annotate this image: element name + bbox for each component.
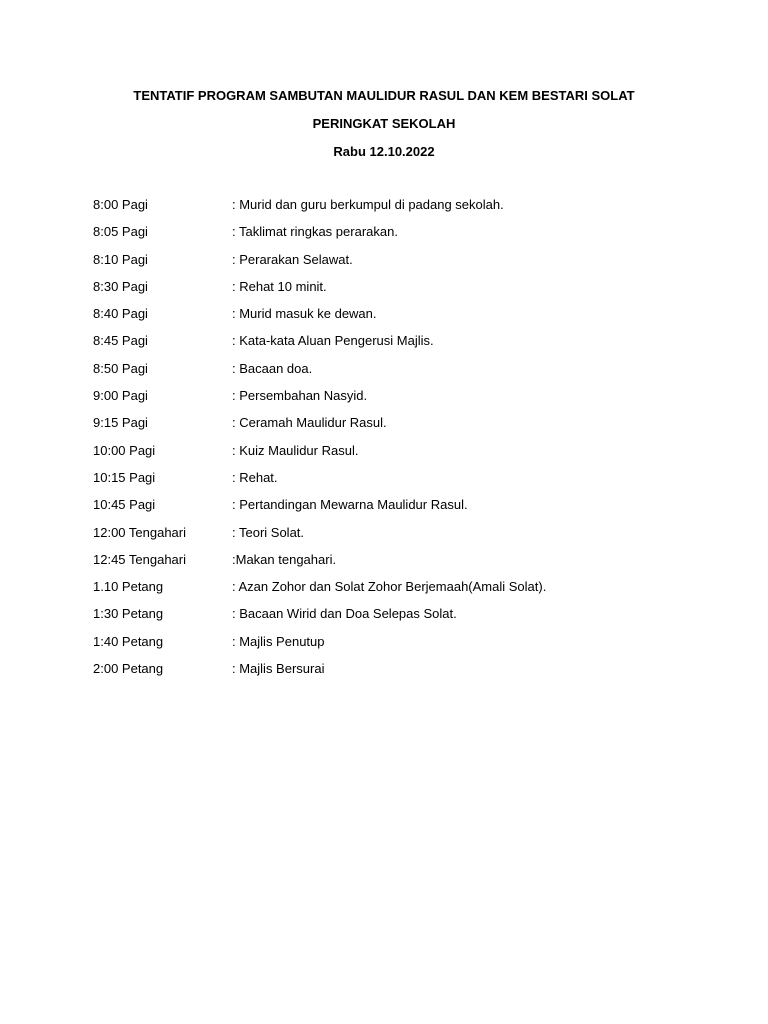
schedule-activity: : Bacaan doa. <box>232 360 313 376</box>
document-subtitle: PERINGKAT SEKOLAH <box>312 116 456 131</box>
schedule-time: 9:00 Pagi <box>93 388 148 404</box>
schedule-row <box>93 224 713 251</box>
schedule-time: 1:30 Petang <box>93 606 164 622</box>
schedule-time: 8:10 Pagi <box>93 251 148 267</box>
schedule-row <box>93 634 713 661</box>
schedule-row <box>93 388 713 415</box>
schedule-time: 1.10 Petang <box>93 579 164 595</box>
schedule-activity: : Teori Solat. <box>232 524 305 540</box>
schedule-row <box>93 552 713 579</box>
schedule-row <box>93 606 713 633</box>
schedule-time: 8:45 Pagi <box>93 333 148 349</box>
schedule-activity: :Makan tengahari. <box>232 551 337 567</box>
document-title: TENTATIF PROGRAM SAMBUTAN MAULIDUR RASUL DAN KEM BESTARI SOLAT <box>133 88 635 103</box>
schedule-time: 8:05 Pagi <box>93 224 148 240</box>
schedule-row <box>93 443 713 470</box>
schedule-activity: : Majlis Penutup <box>232 633 325 649</box>
schedule-activity: : Majlis Bersurai <box>232 661 325 677</box>
schedule-activity: : Azan Zohor dan Solat Zohor Berjemaah(Amali Solat). <box>232 579 547 595</box>
schedule-activity: : Kata-kata Aluan Pengerusi Majlis. <box>232 333 434 349</box>
document-date: Rabu 12.10.2022 <box>333 144 435 159</box>
schedule-row <box>93 333 713 360</box>
schedule-row <box>93 525 713 552</box>
schedule-time: 1:40 Petang <box>93 633 164 649</box>
schedule-activity: : Pertandingan Mewarna Maulidur Rasul. <box>232 497 468 513</box>
schedule-time: 9:15 Pagi <box>93 415 148 431</box>
schedule-time: 12:00 Tengahari <box>93 524 187 540</box>
schedule-row <box>93 579 713 606</box>
schedule-time: 10:15 Pagi <box>93 469 156 485</box>
schedule-activity: : Rehat. <box>232 469 278 485</box>
schedule-activity: : Murid masuk ke dewan. <box>232 306 377 322</box>
schedule-activity: : Bacaan Wirid dan Doa Selepas Solat. <box>232 606 457 622</box>
schedule-activity: : Persembahan Nasyid. <box>232 388 368 404</box>
schedule-row <box>93 361 713 388</box>
schedule-time: 12:45 Tengahari <box>93 551 187 567</box>
schedule-row <box>93 252 713 279</box>
schedule-time: 8:00 Pagi <box>93 197 148 212</box>
schedule-time: 8:30 Pagi <box>93 278 148 294</box>
schedule-activity: : Taklimat ringkas perarakan. <box>232 224 398 240</box>
schedule-row <box>93 470 713 497</box>
schedule-activity: : Ceramah Maulidur Rasul. <box>232 415 387 431</box>
schedule-row <box>93 279 713 306</box>
schedule-time: 2:00 Petang <box>93 661 164 677</box>
schedule-activity: : Perarakan Selawat. <box>232 251 353 267</box>
schedule-row <box>93 197 713 224</box>
schedule-row <box>93 661 713 688</box>
schedule-row <box>93 497 713 524</box>
schedule-row <box>93 306 713 333</box>
schedule-time: 10:00 Pagi <box>93 442 156 458</box>
schedule-row <box>93 415 713 442</box>
schedule-activity: : Murid dan guru berkumpul di padang sekolah. <box>232 197 504 212</box>
schedule-time: 10:45 Pagi <box>93 497 156 513</box>
schedule-activity: : Rehat 10 minit. <box>232 278 327 294</box>
schedule-list <box>93 197 713 688</box>
schedule-activity: : Kuiz Maulidur Rasul. <box>232 442 359 458</box>
schedule-time: 8:40 Pagi <box>93 306 148 322</box>
schedule-time: 8:50 Pagi <box>93 360 148 376</box>
